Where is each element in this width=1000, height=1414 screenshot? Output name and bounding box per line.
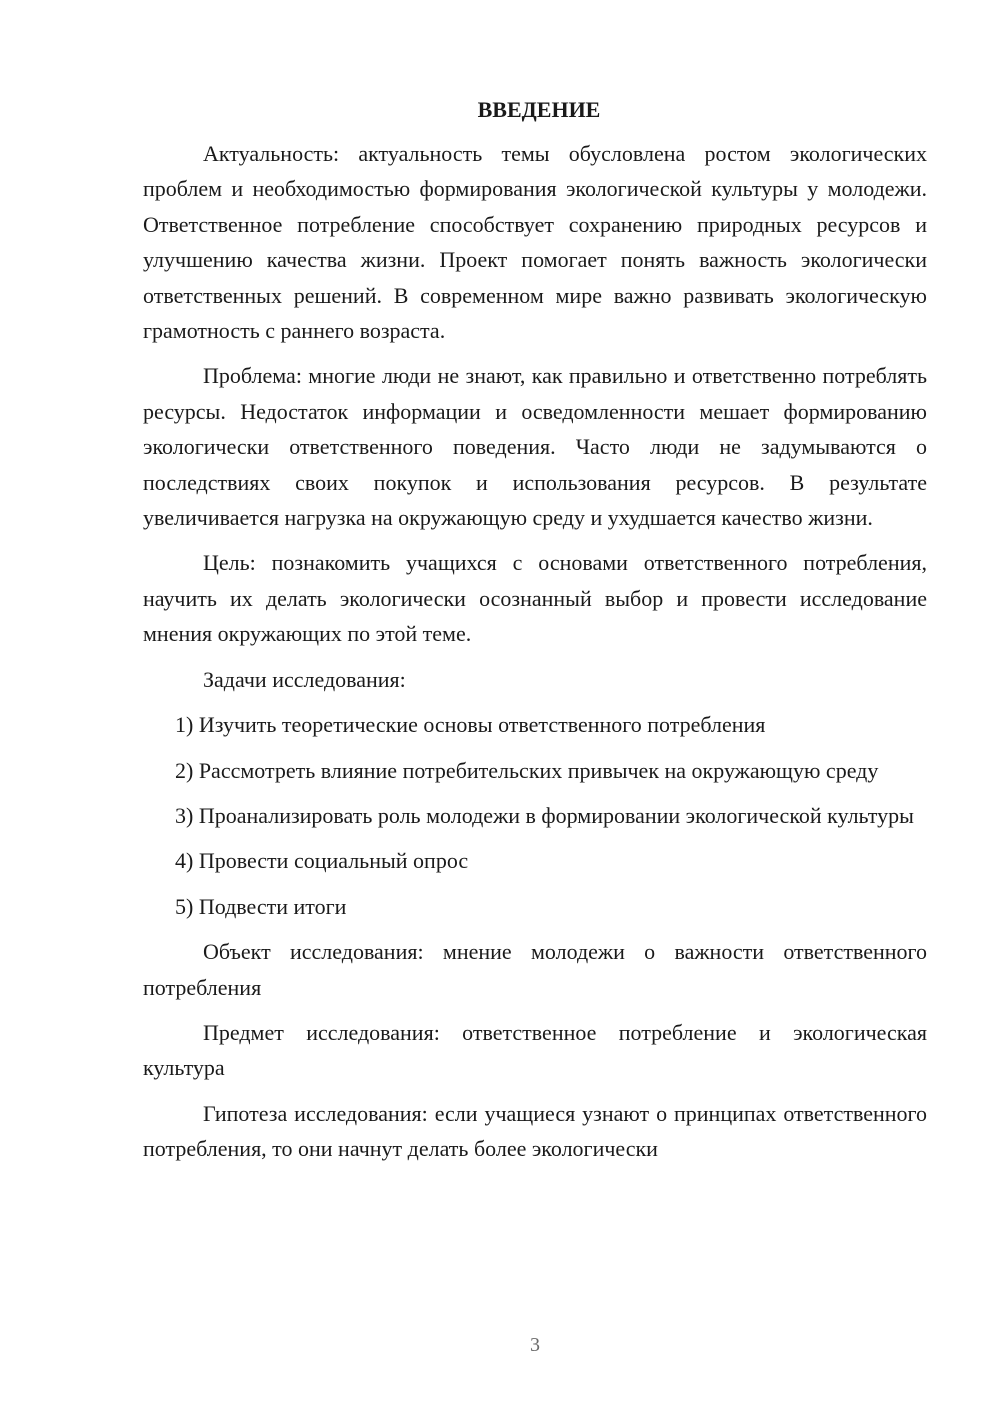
task-item-3: 3) Проанализировать роль молодежи в формировании экологической культуры <box>175 802 914 828</box>
task-item-5: 5) Подвести итоги <box>175 893 347 919</box>
paragraph-goal: Цель: познакомить учащихся с основами ответственного потребления, научить их делать экологически осознанный выбор и провести исследование мнения окружающих по этой теме. <box>143 550 927 647</box>
paragraph-object: Объект исследования: мнение молодежи о важности ответственного потребления <box>143 939 927 1000</box>
paragraph-hypothesis: Гипотеза исследования: если учащиеся узнают о принципах ответственного потребления, то они начнут делать более экологически <box>143 1100 927 1162</box>
section-title: ВВЕДЕНИЕ <box>477 97 601 122</box>
paragraph-subject: Предмет исследования: ответственное потребление и экологическая культура <box>143 1019 927 1081</box>
page-content <box>143 92 927 1177</box>
paragraph-relevance: Актуальность: актуальность темы обусловлена ростом экологических проблем и необходимостью формирования экологической культуры у молодежи. Ответственное потребление способствует сохранению природных ресурсов и улучшению качества жизни. Проект помогает понять важность экологически ответственных решений. В современном мире важно развивать экологическую грамотность с раннего возраста. <box>143 141 927 344</box>
task-item-4: 4) Провести социальный опрос <box>175 848 469 874</box>
task-item-2: 2) Рассмотреть влияние потребительских привычек на окружающую среду <box>175 757 879 783</box>
task-item-1: 1) Изучить теоретические основы ответственного потребления <box>175 712 766 738</box>
paragraph-tasks-heading: Задачи исследования: <box>203 666 406 692</box>
paragraph-problem: Проблема: многие люди не знают, как правильно и ответственно потреблять ресурсы. Недостаток информации и осведомленности мешает формированию экологически ответственного поведения. Часто люди не задумываются о последствиях своих покупок и использования ресурсов. В результате увеличивается нагрузка на окружающую среду и ухудшается качество жизни. <box>143 363 927 531</box>
page-number: 3 <box>530 1334 540 1356</box>
